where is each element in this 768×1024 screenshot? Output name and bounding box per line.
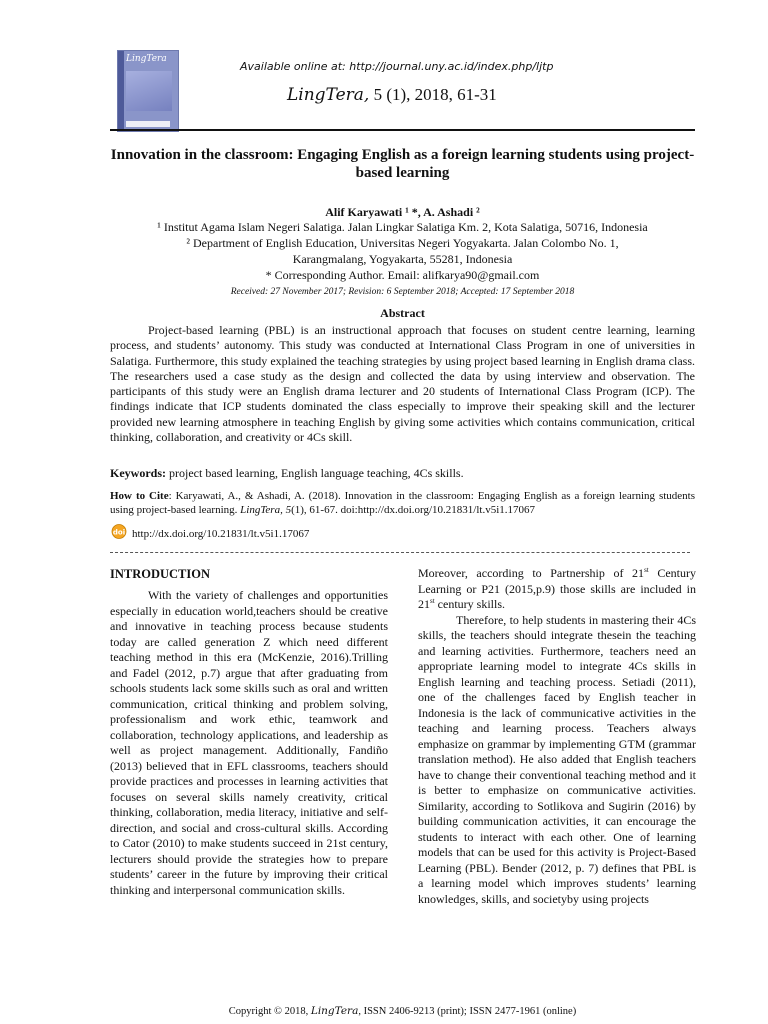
doi-link[interactable]: http://dx.doi.org/10.21831/lt.v5i1.17067 bbox=[132, 528, 310, 540]
article-title: Innovation in the classroom: Engaging English as a foreign learning students using project-based learning bbox=[110, 147, 695, 181]
corresponding-author: * Corresponding Author. Email: alifkarya90@gmail.com bbox=[265, 268, 540, 282]
affiliation-2a: ² Department of English Education, Universitas Negeri Yogyakarta. Jalan Colombo No. 1, bbox=[186, 236, 619, 250]
journal-cover-thumbnail bbox=[117, 50, 179, 132]
journal-name: LingTera, bbox=[287, 85, 370, 105]
doi-icon bbox=[110, 524, 128, 539]
abstract-heading: Abstract bbox=[380, 306, 425, 320]
intro-paragraph-1: With the variety of challenges and opportunities especially in education world,teachers should be creative and innovative in teaching process because students today are called generation Z which need different teaching method in this era (McKenzie, 2016).Trilling and Fadel (2012, p.7) argue that after graduating from schools students lack some skills such as oral and written communication, critical thinking and problem solving, professionalism and work ethic, teamwork and collaboration, technology applications, and leadership as well as project management. Additionally, Fandiño (2013) believed that in EFL classrooms, teachers should provide practices and processes in learning activities that focuses on several skills namely creativity, critical thinking, collaboration, media literacy, initiative and self-direction, and social and cross-cultural skills. According to Cator (2010) to make students succeed in 21st century, lecturers should provide the strategies how to prepare students’ career in the future by improving their critical thinking and interpersonal communication skills. bbox=[110, 588, 388, 897]
affiliations bbox=[110, 219, 695, 283]
para-2-part-c: century skills. bbox=[434, 597, 505, 611]
journal-citation-header bbox=[287, 85, 497, 105]
copyright-footer bbox=[110, 1005, 695, 1017]
para-2-part-b: Century Learning or P21 (2015,p.9) those skills are included in 21 bbox=[418, 566, 696, 611]
affiliation-1: ¹ Institut Agama Islam Negeri Salatiga. Jalan Lingkar Salatiga Km. 2, Kota Salatiga, 50716, Indonesia bbox=[157, 220, 648, 234]
cover-band bbox=[118, 51, 124, 131]
abstract-text: Project-based learning (PBL) is an instructional approach that focuses on student centre learning, learning process, and students’ autonomy. This study was conducted at International Class Program in one of universities in Salatiga. Furthermore, this study explained the teaching strategies by using project based learning in English drama class. The researchers used a case study as the design and collected the data by using interview and observation. The participants of this study were an English drama lecturer and 20 students of International Class Program (ICP). The findings indicate that ICP students dominated the class especially to improve their speaking skill and the lecturer provided new learning atmosphere in teaching English by giving some activities which contains communication, critical thinking, collaboration, and creativity or 4Cs skill. bbox=[110, 323, 695, 445]
cover-footer-strip bbox=[126, 121, 170, 127]
svg-text:doi: doi bbox=[112, 528, 126, 537]
affiliation-2b: Karangmalang, Yogyakarta, 55281, Indonesia bbox=[292, 252, 513, 266]
keywords bbox=[110, 466, 695, 481]
cover-graphic bbox=[126, 71, 172, 111]
right-column bbox=[418, 566, 696, 907]
how-to-cite bbox=[110, 489, 695, 517]
section-divider bbox=[110, 552, 690, 553]
left-column bbox=[110, 588, 388, 898]
intro-paragraph-3: Therefore, to help students in mastering their 4Cs skills, the teachers should integrate thesein the teaching and learning activities. Furthermore, teachers need an appropriate learning model to integrate 4Cs skills in English learning and teaching process. Setiadi (2011), one of the challenges faced by English teacher in Indonesia is the lack of communicative activities in the teaching and learning process. Teachers always emphasize on grammar by implementing GTM (grammar translation method). He also added that English teachers have to change their conventional teaching method and it is better to emphasize on communicative activities. Similarity, according to Sotlikova and Sugirin (2016) by building communication activities, it can encourage the students to interact with each other. One of learning models that can be used for this activity is Project-Based Learning (PBL). Bender (2012, p. 7) defines that PBL is a learning model which improves students’ learning knowledges, skills, and societyby using projects bbox=[418, 612, 696, 906]
para-2-part-a: Moreover, according to Partnership of 21 bbox=[418, 566, 645, 580]
introduction-heading: INTRODUCTION bbox=[110, 567, 211, 581]
article-dates: Received: 27 November 2017; Revision: 6 September 2018; Accepted: 17 September 2018 bbox=[230, 287, 575, 297]
journal-issue: 5 (1), 2018, 61-31 bbox=[369, 85, 497, 104]
available-online[interactable]: Available online at: http://journal.uny.ac.id/index.php/ljtp bbox=[240, 60, 554, 73]
copyright-text: Copyright © 2018, bbox=[228, 1006, 311, 1017]
superscript-st: st bbox=[644, 566, 649, 574]
copyright-issn: , ISSN 2406-9213 (print); ISSN 2477-1961 (online) bbox=[358, 1006, 577, 1017]
cover-logo: LingTera bbox=[126, 54, 167, 64]
cite-journal: LingTera, 5 bbox=[240, 504, 292, 516]
header-rule bbox=[110, 129, 695, 131]
cite-rest[interactable]: (1), 61-67. doi:http://dx.doi.org/10.21831/lt.v5i1.17067 bbox=[291, 504, 536, 516]
superscript-st: st bbox=[430, 597, 435, 605]
keywords-label: Keywords: bbox=[110, 466, 166, 480]
cite-text: : Karyawati, A., & Ashadi, A. (2018). Innovation in the classroom: Engaging English as a foreign learning students using project-based learning. bbox=[110, 490, 695, 516]
authors: Alif Karyawati ¹ *, A. Ashadi ² bbox=[325, 205, 480, 219]
cite-label: How to Cite bbox=[110, 490, 169, 502]
copyright-journal: LingTera bbox=[310, 1005, 359, 1017]
intro-paragraph-2 bbox=[418, 566, 696, 613]
keywords-text: project based learning, English language teaching, 4Cs skills. bbox=[166, 466, 464, 480]
